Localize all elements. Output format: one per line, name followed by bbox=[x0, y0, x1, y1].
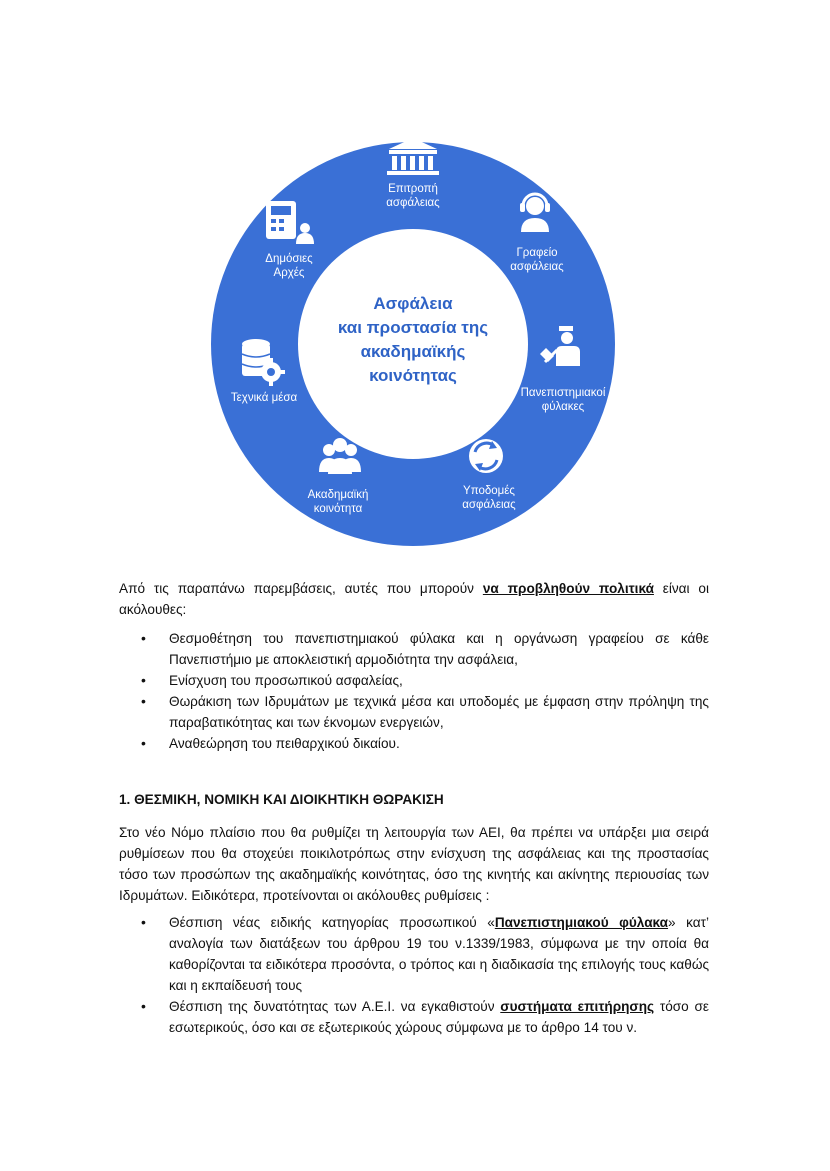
center-line-4: κοινότητας bbox=[369, 366, 457, 385]
regulation-bullet-list bbox=[119, 912, 709, 1038]
svg-text:ασφάλειας: ασφάλειας bbox=[510, 261, 564, 273]
list-item: • Θέσπιση νέας ειδικής κατηγορίας προσωπικού «Πανεπιστημιακού φύλακα» κατ’ αναλογία των διατάξεων του άρθρου 19 του ν.1339/1983, σύμφωνα με την οποία θα καθορίζονται τα ειδικότερα προσόντα, ο τρόπος και η διαδικασία της επιλογής τους καθώς και η εκπαίδευσή τους bbox=[119, 912, 709, 996]
svg-text:Ακαδημαϊκή: Ακαδημαϊκή bbox=[307, 489, 369, 501]
svg-text:Γραφείο: Γραφείο bbox=[516, 247, 558, 259]
center-line-3: ακαδημαϊκής bbox=[360, 342, 466, 361]
svg-text:ασφάλειας: ασφάλειας bbox=[462, 499, 516, 511]
list-item: • Θέσπιση της δυνατότητας των Α.Ε.Ι. να εγκαθιστούν συστήματα επιτήρησης τόσο σε εσωτερικούς, όσο και σε εξωτερικούς χώρους σύμφωνα με το άρθρο 14 του ν. bbox=[119, 996, 709, 1038]
list-item: • Θεσμοθέτηση του πανεπιστημιακού φύλακα και η οργάνωση γραφείου σε κάθε Πανεπιστήμιο με αποκλειστική αρμοδιότητα την ασφάλεια, bbox=[119, 628, 709, 670]
svg-text:ασφάλειας: ασφάλειας bbox=[386, 197, 440, 209]
guard-emphasis: Πανεπιστημιακού φύλακα bbox=[494, 915, 669, 930]
intro-emphasis: να προβληθούν πολιτικά bbox=[482, 581, 654, 596]
list-item: • Αναθεώρηση του πειθαρχικού δικαίου. bbox=[119, 733, 709, 754]
section-paragraph: Στο νέο Νόμο πλαίσιο που θα ρυθμίζει τη λειτουργία των ΑΕΙ, θα πρέπει να υπάρξει μια σειρά ρυθμίσεων που θα στοχεύει ποικιλοτρόπως στην ενίσχυση της ασφάλειας και της προστασίας τόσο των προσώπων της ακαδημαϊκής κοινότητας, όσο της κινητής και ακίνητης περιουσίας των Ιδρυμάτων. Ειδικότερα, προτείνονται οι ακόλουθες ρυθμίσεις : bbox=[119, 825, 709, 903]
svg-text:Αρχές: Αρχές bbox=[273, 267, 305, 279]
center-line-2: και προστασία της bbox=[337, 318, 489, 337]
intro-block bbox=[119, 578, 709, 620]
svg-text:κοινότητα: κοινότητα bbox=[313, 503, 363, 515]
center-line-1: Ασφάλεια bbox=[373, 294, 453, 313]
segment-label-technical-means bbox=[231, 392, 298, 404]
surveillance-emphasis: συστήματα επιτήρησης bbox=[500, 999, 655, 1014]
svg-text:Τεχνικά μέσα: Τεχνικά μέσα bbox=[230, 392, 298, 404]
svg-text:Πανεπιστημιακοί: Πανεπιστημιακοί bbox=[520, 387, 606, 399]
list-item: • Ενίσχυση του προσωπικού ασφαλείας, bbox=[119, 670, 709, 691]
svg-text:φύλακες: φύλακες bbox=[541, 401, 585, 413]
list-item: • Θωράκιση των Ιδρυμάτων με τεχνικά μέσα και υποδομές με έμφαση στην πρόληψη της παραβατικότητας και των έκνομων ενεργειών, bbox=[119, 691, 709, 733]
cycle-arrows-icon bbox=[469, 439, 503, 473]
security-ring-diagram bbox=[0, 0, 830, 560]
svg-text:Υποδομές: Υποδομές bbox=[463, 485, 515, 497]
section-heading: 1. ΘΕΣΜΙΚΗ, ΝΟΜΙΚΗ ΚΑΙ ΔΙΟΙΚΗΤΙΚΗ ΘΩΡΑΚΙΣΗ bbox=[119, 792, 444, 807]
policy-bullet-list bbox=[119, 628, 709, 754]
svg-text:Δημόσιες: Δημόσιες bbox=[265, 253, 313, 265]
svg-text:Επιτροπή: Επιτροπή bbox=[388, 183, 438, 195]
section-heading-block bbox=[119, 789, 709, 810]
section-paragraph-block bbox=[119, 822, 709, 906]
intro-paragraph: Από τις παραπάνω παρεμβάσεις, αυτές που μπορούν να προβληθούν πολιτικά είναι οι ακόλουθες: bbox=[119, 581, 710, 617]
